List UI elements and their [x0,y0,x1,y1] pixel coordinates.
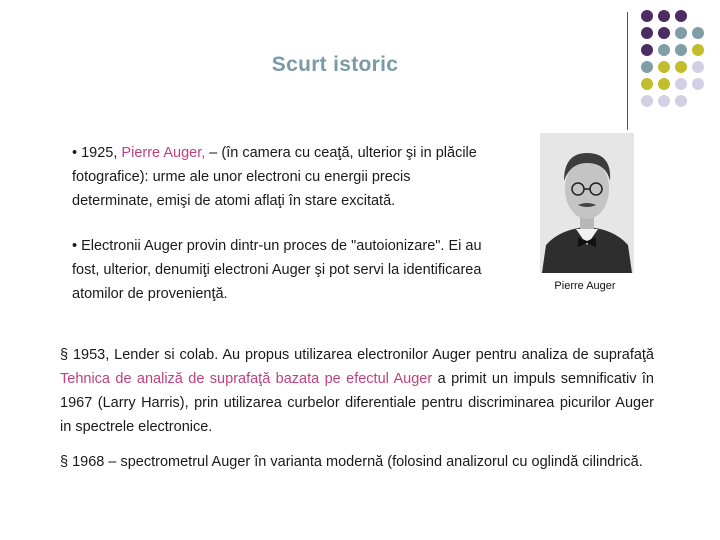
decorative-dot [692,27,704,39]
decorative-dot [675,78,687,90]
decorative-dot [675,27,687,39]
paragraph-electroni-auger: • Electronii Auger provin dintr-un proces de "autoionizare". Ei au fost, ulterior, denumiţi electroni Auger şi pot servi la identificarea atomilor de provenienţă. [72,238,482,302]
p1-rest: – (în camera cu ceaţă, ulterior şi in plăcile fotografice): urme ale unor electroni cu energii precis determinate, emişi de atomi aflaţi în stare excitată. [72,145,477,209]
paragraph-1968: § 1968 – spectrometrul Auger în varianta modernă (folosind analizorul cu oglindă cilindrică. [60,454,643,470]
decorative-dot [641,95,653,107]
p1-bullet: • 1925, [72,145,122,161]
p3-start: § 1953, Lender si colab. Au propus utilizarea electronilor Auger pentru analiza de suprafaţă [60,347,654,363]
decorative-dot [641,10,653,22]
decorative-dot [658,95,670,107]
decorative-dot [675,95,687,107]
decorative-dot [658,27,670,39]
decorative-dot [641,27,653,39]
p3-highlight: Tehnica de analiză de suprafaţă bazata pe efectul Auger [60,371,433,387]
decorative-dot [658,78,670,90]
decorative-dot [692,78,704,90]
decorative-dot [675,10,687,22]
p1-name-pierre-auger: Pierre Auger, [121,145,206,161]
decorative-dot [658,10,670,22]
p3-end: a primit un impuls semnificativ în 1967 (Larry Harris), prin utilizarea curbelor diferentiale pentru discriminarea picurilor Auger in spectrele electronice. [60,371,654,435]
decorative-dot [675,61,687,73]
decorative-dot [692,61,704,73]
decorative-dot [641,78,653,90]
decorative-dot [675,44,687,56]
portrait-illustration [540,133,634,273]
decorative-dot [692,44,704,56]
paragraph-1925 [72,141,492,213]
paragraph-1953 [60,343,654,439]
slide-title: Scurt istoric [271,53,399,76]
pierre-auger-photo [540,133,634,273]
photo-caption: Pierre Auger [554,280,616,292]
